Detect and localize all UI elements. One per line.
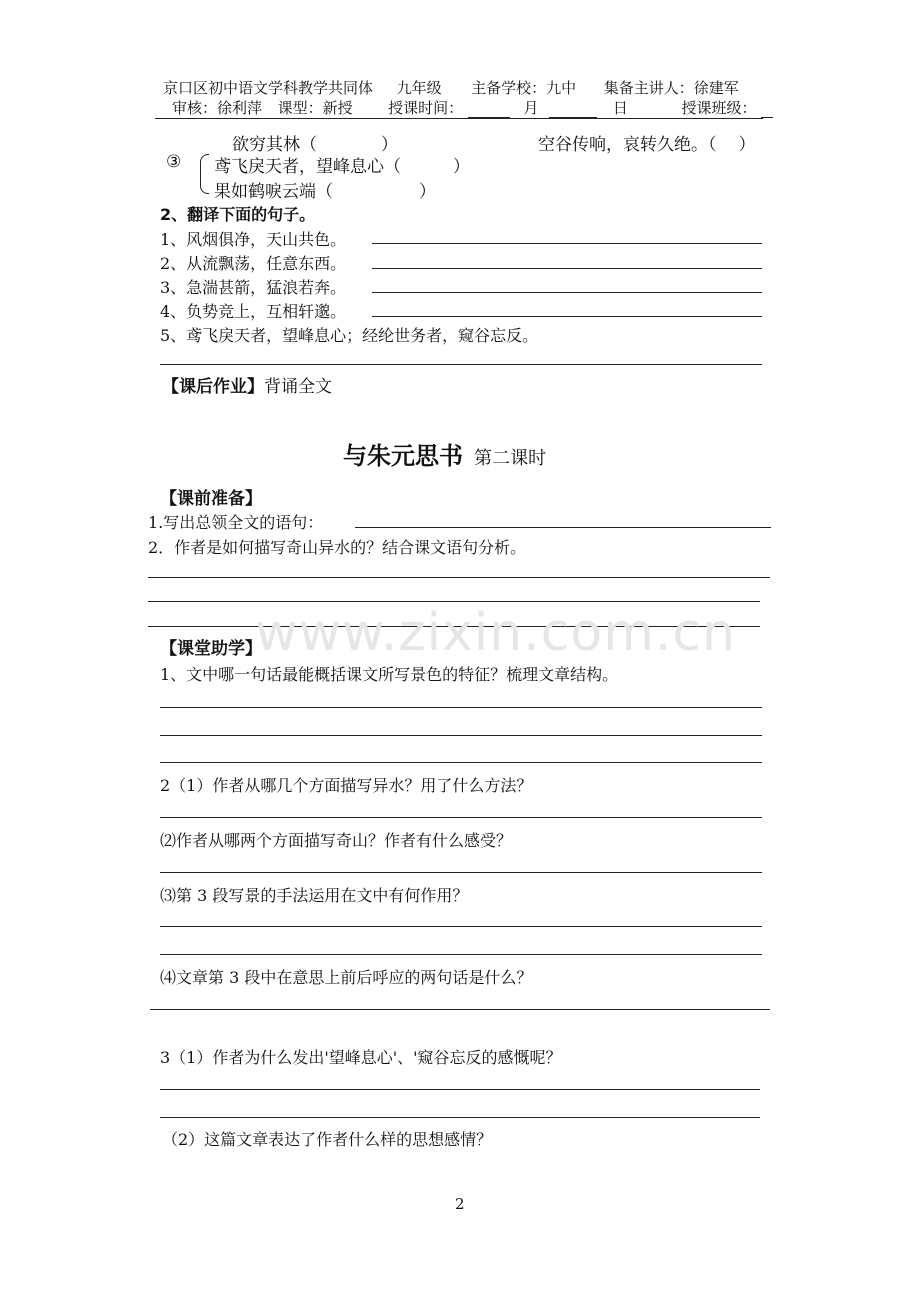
header-day: 日 xyxy=(612,99,628,117)
class-question-3-1: 3（1）作者为什么发出'望峰息心'、'窥谷忘反的感慨呢？ xyxy=(160,1048,562,1067)
row1-right-text: 空谷传响，哀转久绝。（ xyxy=(538,135,717,155)
header-school: 主备学校：九中 xyxy=(471,79,577,97)
homework xyxy=(162,372,332,397)
class-answer-line-3[interactable] xyxy=(160,762,762,763)
prep-question-1: 1.写出总领全文的语句： xyxy=(148,513,324,532)
class-question-2-1: 2（1）作者从哪几个方面描写异水？用了什么方法？ xyxy=(160,776,533,795)
blank-class[interactable] xyxy=(761,117,773,118)
header-org: 京口区初中语文学科教学共同体 xyxy=(163,79,374,97)
row1-right xyxy=(538,130,756,155)
class-answer-line-4[interactable] xyxy=(160,817,762,818)
class-question-2-4: ⑷文章第 3 段中在意思上前后呼应的两句话是什么？ xyxy=(160,968,533,987)
brace-item-1-close: ） xyxy=(453,157,470,177)
translate-item-1: 1、风烟俱净，天山共色。 xyxy=(160,230,347,249)
class-answer-line-7[interactable] xyxy=(160,954,762,955)
header-class-label: 授课班级： xyxy=(681,99,757,117)
header-grade: 九年级 xyxy=(396,79,442,97)
header-lecturer: 集备主讲人：徐建军 xyxy=(603,79,739,97)
homework-text: 背诵全文 xyxy=(264,377,332,397)
header-reviewer: 审核：徐利萍 xyxy=(172,99,263,117)
class-answer-line-10[interactable] xyxy=(160,1117,760,1118)
answer-line-2[interactable] xyxy=(372,268,762,269)
translate-item-5: 5、鸢飞戾天者，望峰息心；经纶世务者，窥谷忘反。 xyxy=(160,326,539,345)
header-month: 月 xyxy=(523,99,539,117)
class-answer-line-2[interactable] xyxy=(160,735,762,736)
class-answer-line-8[interactable] xyxy=(150,1009,770,1010)
prep-answer-line-1[interactable] xyxy=(355,527,771,528)
answer-line-3[interactable] xyxy=(372,292,762,293)
header-time-label: 授课时间： xyxy=(388,99,464,117)
class-question-2-2: ⑵作者从哪两个方面描写奇山？作者有什么感受？ xyxy=(160,831,513,850)
translate-item-2: 2、从流飘荡，任意东西。 xyxy=(160,254,347,273)
class-question-3-2: （2）这篇文章表达了作者什么样的思想感情？ xyxy=(162,1130,493,1149)
lesson-heading xyxy=(343,436,546,471)
lesson-subtitle: 第二课时 xyxy=(474,448,547,469)
header-line-1 xyxy=(163,77,739,98)
brace-item-2 xyxy=(214,177,436,202)
answer-line-5[interactable] xyxy=(160,364,762,365)
prep-question-2: 2．作者是如何描写奇山异水的？结合课文语句分析。 xyxy=(148,538,527,557)
prep-answer-line-3[interactable] xyxy=(148,601,760,602)
translate-item-4: 4、负势竞上，互相轩邈。 xyxy=(160,302,347,321)
brace-item-1-text: 鸢飞戾天者，望峰息心（ xyxy=(214,157,401,177)
row1-right-close: ） xyxy=(738,135,756,155)
class-answer-line-9[interactable] xyxy=(160,1089,760,1090)
class-answer-line-1[interactable] xyxy=(160,707,762,708)
class-question-2-3: ⑶第 3 段写景的手法运用在文中有何作用？ xyxy=(160,886,469,905)
header-type: 课型：新授 xyxy=(277,99,353,117)
row1-left-close: ） xyxy=(381,135,398,155)
class-answer-line-5[interactable] xyxy=(160,872,762,873)
header-line-2 xyxy=(172,97,773,118)
brace-item-2-text: 果如鹤唳云端（ xyxy=(214,182,333,202)
answer-line-4[interactable] xyxy=(372,316,762,317)
class-answer-line-6[interactable] xyxy=(160,926,762,927)
homework-label: 【课后作业】 xyxy=(162,377,264,397)
lesson-title: 与朱元思书 xyxy=(343,442,463,470)
answer-line-1[interactable] xyxy=(372,243,762,244)
class-question-1: 1、文中哪一句话最能概括课文所写景色的特征？梳理文章结构。 xyxy=(160,665,619,684)
preparation-label: 【课前准备】 xyxy=(160,489,262,509)
classroom-label: 【课堂助学】 xyxy=(160,639,262,659)
brace-item-1 xyxy=(214,152,470,177)
header-rule xyxy=(155,118,763,119)
left-brace-icon xyxy=(200,154,209,194)
prep-answer-line-2[interactable] xyxy=(148,577,770,578)
page-number: 2 xyxy=(455,1195,465,1213)
circled-number: ③ xyxy=(166,152,182,172)
watermark: www.zixin.com.cn xyxy=(255,603,736,663)
brace-item-2-close: ） xyxy=(419,182,436,202)
row1-left-text: 欲穷其林（ xyxy=(232,135,317,155)
translate-title: 2、翻译下面的句子。 xyxy=(160,205,316,224)
translate-item-3: 3、急湍甚箭，猛浪若奔。 xyxy=(160,278,347,297)
